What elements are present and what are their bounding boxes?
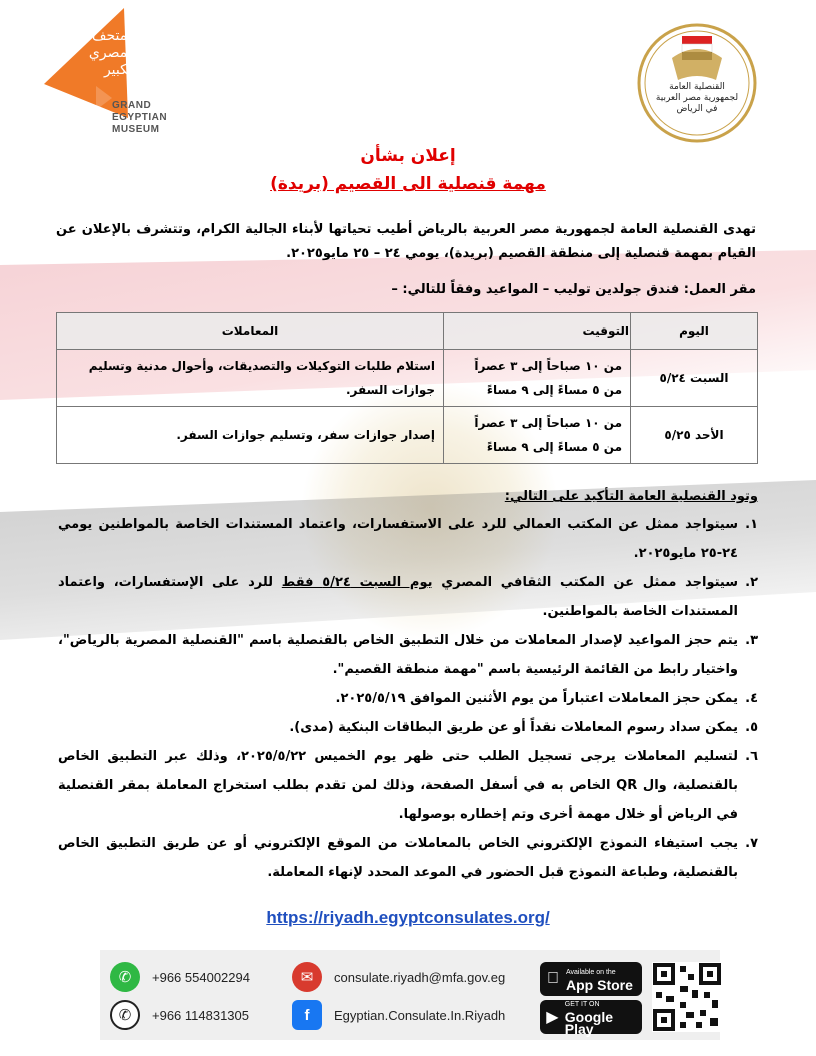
cell-transactions: إصدار جوازات سفر، وتسليم جوازات السفر.: [57, 407, 444, 464]
list-text: يتم حجز المواعيد لإصدار المعاملات من خلال التطبيق الخاص بالقنصلية باسم "القنصلية المصرية بالرياض"، واختيار رابط من القائمة الرئيسية باسم "مهمة منطقة القصيم".: [58, 633, 738, 677]
google-play-label: Google Play: [564, 1009, 614, 1037]
announcement-subtitle: مهمة قنصلية الى القصيم (بريدة): [270, 174, 546, 194]
email-address: consulate.riyadh@mfa.gov.eg: [334, 969, 506, 985]
list-item: [58, 510, 758, 568]
google-play-badge[interactable]: [540, 1000, 642, 1037]
list-text: [58, 568, 738, 626]
list-item: [58, 684, 758, 713]
cell-transactions: استلام طلبات التوكيلات والتصديقات، وأحوال مدنية وتسليم جوازات السفر.: [57, 350, 444, 407]
phone-contact[interactable]: [110, 1000, 249, 1030]
list-text-part: للرد على الإستفسارات، واعتماد المستندات الخاصة بالمواطنين.: [58, 575, 738, 619]
google-play-icon: ▶: [546, 1009, 559, 1026]
qr-code-icon[interactable]: [652, 962, 722, 1032]
list-number: ٦.: [745, 749, 758, 764]
time-evening: من ٥ مساءً إلى ٩ مساءً: [486, 383, 622, 397]
consulate-seal-text: القنصلية العامة لجمهورية مصر العربية في الرياض: [655, 82, 739, 114]
list-number: ٢.: [745, 575, 758, 590]
phone-number: +966 114831305: [152, 1007, 249, 1023]
list-number: ٧.: [745, 836, 758, 851]
list-item: [58, 626, 758, 684]
cell-time: [444, 350, 631, 407]
list-item: [58, 742, 758, 829]
website-link[interactable]: https://riyadh.egyptconsulates.org/: [266, 908, 550, 927]
cell-day: السبت ٥/٢٤: [631, 350, 758, 407]
apple-icon: [540, 970, 566, 988]
header-time: التوقيت: [444, 313, 631, 350]
time-morning: من ١٠ صباحاً إلى ٣ عصراً: [474, 416, 622, 430]
app-store-small: Available on the: [566, 969, 616, 976]
google-play-small: GET IT ON: [564, 1001, 600, 1008]
schedule-table: [56, 312, 758, 464]
table-row: [57, 350, 758, 407]
time-evening: من ٥ مساءً إلى ٩ مساءً: [486, 440, 622, 454]
list-number: ١.: [745, 517, 758, 532]
contact-footer: [100, 950, 720, 1040]
list-text: يجب استيفاء النموذج الإلكتروني الخاص بالمعاملات من الموقع الإلكتروني أو عن طريق التطبيق الخاص بالقنصلية، وطباعة النموذج قبل الحضور في الموعد المحدد لإنهاء المعاملة.: [58, 836, 738, 880]
notes-heading: وتود القنصلية العامة التأكيد على التالي:: [504, 489, 758, 504]
cell-day: الأحد ٥/٢٥: [631, 407, 758, 464]
intro-paragraph: تهدى القنصلية العامة لجمهورية مصر العربية بالرياض أطيب تحياتها لأبناء الجالية الكرام، وتتشرف بالإعلان عن القيام بمهمة قنصلية إلى منطقة القصيم (بريدة)، يومي ٢٤ – ٢٥ مايو٢٠٢٥.: [56, 222, 756, 261]
list-number: ٥.: [745, 720, 758, 735]
facebook-contact[interactable]: [292, 1000, 505, 1030]
list-text: لتسليم المعاملات يرجى تسجيل الطلب حتى ظهر يوم الخميس ٢٠٢٥/٥/٢٢، وذلك عبر التطبيق الخاص بالقنصلية، وال QR الخاص به في أسفل الصفحة، وذلك لمن تقدم بطلب استخراج المعاملة بمقر القنصلية في الرياض أو خلال مهمة أخرى وتم إخطاره بوصولها.: [58, 749, 738, 822]
table-header-row: [57, 313, 758, 350]
whatsapp-icon: ✆: [110, 962, 140, 992]
facebook-page: Egyptian.Consulate.In.Riyadh: [334, 1007, 506, 1023]
phone-icon: ✆: [110, 1000, 140, 1030]
list-text-underlined: يوم السبت ٥/٢٤ فقط: [281, 575, 433, 590]
email-contact[interactable]: [292, 962, 505, 992]
list-text: يمكن سداد رسوم المعاملات نقداً أو عن طريق البطاقات البنكية (مدى).: [289, 720, 738, 735]
venue-line: مقر العمل: فندق جولدين توليب – المواعيد وفقاً للتالي: –: [391, 282, 756, 297]
facebook-icon: f: [292, 1000, 322, 1030]
gem-logo-english: GRAND EGYPTIAN MUSEUM: [112, 100, 168, 135]
email-icon: ✉: [292, 962, 322, 992]
header-day: اليوم: [631, 313, 758, 350]
header-transactions: المعاملات: [57, 313, 444, 350]
app-store-badge[interactable]: [540, 962, 642, 996]
list-text-part: سيتواجد ممثل عن المكتب الثقافي المصري: [432, 575, 738, 590]
list-item: [58, 713, 758, 742]
notes-list: [58, 510, 758, 887]
table-row: [57, 407, 758, 464]
announcement-title: إعلان بشأن: [360, 146, 456, 166]
cell-time: [444, 407, 631, 464]
list-item: [58, 829, 758, 887]
gem-logo-arabic: المتحف المصري الكبير: [88, 28, 136, 78]
list-number: ٤.: [745, 691, 758, 706]
list-text: يمكن حجز المعاملات اعتباراً من يوم الأثنين الموافق ٢٠٢٥/٥/١٩.: [335, 691, 738, 706]
time-morning: من ١٠ صباحاً إلى ٣ عصراً: [474, 359, 622, 373]
list-number: ٣.: [745, 633, 758, 648]
whatsapp-contact[interactable]: [110, 962, 250, 992]
whatsapp-number: +966 554002294: [152, 969, 250, 985]
app-store-label: App Store: [566, 977, 633, 993]
list-text: سيتواجد ممثل عن المكتب العمالي للرد على الاستفسارات، واعتماد المستندات الخاصة بالمواطنين يومي ٢٤-٢٥ مايو٢٠٢٥.: [58, 517, 738, 561]
list-item: [58, 568, 758, 626]
